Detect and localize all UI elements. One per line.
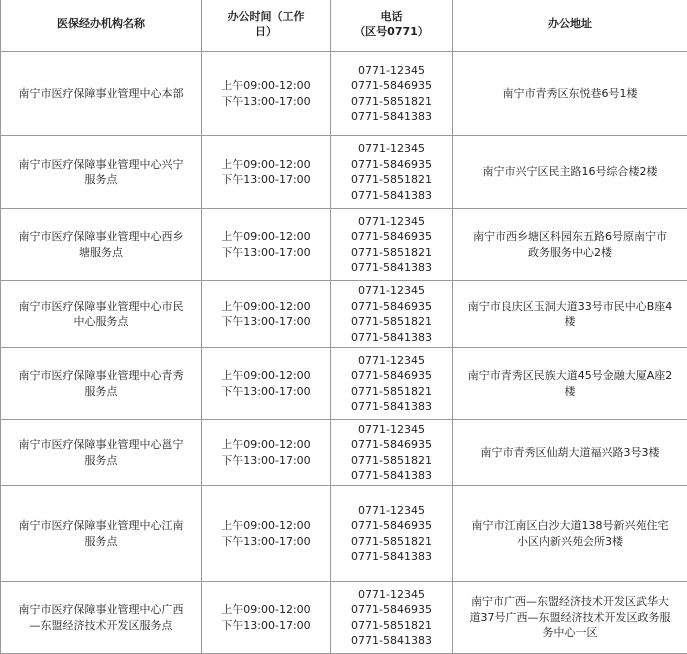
cell-line: 南宁市医疗保障事业管理中心江南 [3,518,199,534]
cell-line: 上午09:00-12:00 [204,78,328,94]
table-row [1,486,687,582]
phone-cell [331,348,453,420]
cell-line: 0771-5846935 [333,602,450,618]
table-body [1,52,687,654]
cell-line: 上午09:00-12:00 [204,299,328,315]
cell-line: 0771-12345 [333,503,450,519]
cell-line: 南宁市医疗保障事业管理中心市民 [3,299,199,315]
table-row [1,209,687,281]
cell-line: 南宁市广西—东盟经济技术开发区武华大 [455,594,685,610]
address-cell [453,209,687,281]
cell-line: 0771-5851821 [333,314,450,330]
cell-line: 下午13:00-17:00 [204,618,328,634]
address-cell [453,420,687,486]
cell-line: 0771-12345 [333,353,450,369]
cell-line: 0771-5851821 [333,94,450,110]
office-hours-cell [202,420,331,486]
cell-line: 南宁市医疗保障事业管理中心本部 [3,86,199,102]
cell-line: 南宁市青秀区仙葫大道福兴路3号3楼 [455,445,685,461]
cell-line: 0771-12345 [333,283,450,299]
table-row [1,52,687,136]
cell-line: 南宁市医疗保障事业管理中心青秀 [3,368,199,384]
cell-line: 服务点 [3,453,199,469]
cell-line: 0771-5851821 [333,172,450,188]
cell-line: 塘服务点 [3,245,199,261]
header-phone [331,0,453,52]
agency-name-cell [1,486,202,582]
cell-line: 0771-12345 [333,587,450,603]
agency-name-cell [1,52,202,136]
cell-line: —东盟经济技术开发区服务点 [3,618,199,634]
header-address [453,0,687,52]
table-row [1,136,687,209]
cell-line: 0771-5851821 [333,245,450,261]
table-row [1,582,687,654]
cell-line: 0771-12345 [333,214,450,230]
office-hours-cell [202,136,331,209]
cell-line: 上午09:00-12:00 [204,518,328,534]
cell-line: 0771-12345 [333,63,450,79]
phone-cell [331,209,453,281]
address-cell [453,281,687,348]
cell-line: 南宁市医疗保障事业管理中心邕宁 [3,437,199,453]
cell-line: 南宁市医疗保障事业管理中心广西 [3,602,199,618]
cell-line: 南宁市西乡塘区科园东五路6号原南宁市 [455,229,685,245]
header-agency-name [1,0,202,52]
cell-line: 中心服务点 [3,314,199,330]
header-office-hours [202,0,331,52]
office-hours-cell [202,348,331,420]
cell-line: 服务点 [3,534,199,550]
cell-line: 下午13:00-17:00 [204,384,328,400]
cell-line: 0771-5851821 [333,618,450,634]
cell-line: 上午09:00-12:00 [204,602,328,618]
cell-line: 0771-5846935 [333,368,450,384]
cell-line: 0771-5841383 [333,260,450,276]
cell-line: 服务点 [3,384,199,400]
cell-line: 楼 [455,384,685,400]
phone-cell [331,52,453,136]
office-hours-cell [202,281,331,348]
phone-cell [331,420,453,486]
cell-line: 政务服务中心2楼 [455,245,685,261]
cell-line: 0771-5846935 [333,437,450,453]
cell-line: 南宁市医疗保障事业管理中心兴宁 [3,157,199,173]
cell-line: 南宁市青秀区东悦巷6号1楼 [455,86,685,102]
office-hours-cell [202,209,331,281]
cell-line: 0771-5841383 [333,468,450,484]
table-row [1,348,687,420]
cell-line: 办公地址 [455,16,685,32]
agency-name-cell [1,348,202,420]
cell-line: 0771-5841383 [333,109,450,125]
agency-name-cell [1,420,202,486]
cell-line: 办公时间（工作 [204,9,328,25]
cell-line: 下午13:00-17:00 [204,94,328,110]
office-hours-cell [202,582,331,654]
agency-name-cell [1,136,202,209]
cell-line: 上午09:00-12:00 [204,437,328,453]
address-cell [453,52,687,136]
cell-line: 下午13:00-17:00 [204,245,328,261]
cell-line: （区号0771） [333,24,450,40]
cell-line: 0771-5846935 [333,299,450,315]
cell-line: 0771-12345 [333,422,450,438]
cell-line: 南宁市青秀区民族大道45号金融大厦A座2 [455,368,685,384]
cell-line: 0771-5841383 [333,399,450,415]
cell-line: 上午09:00-12:00 [204,157,328,173]
cell-line: 0771-5851821 [333,384,450,400]
cell-line: 道37号广西—东盟经济技术开发区政务服 [455,610,685,626]
agency-name-cell [1,281,202,348]
cell-line: 下午13:00-17:00 [204,534,328,550]
cell-line: 务中心一区 [455,625,685,641]
cell-line: 小区内新兴苑会所3楼 [455,534,685,550]
table-row [1,420,687,486]
cell-line: 0771-5841383 [333,549,450,565]
phone-cell [331,136,453,209]
cell-line: 日） [204,24,328,40]
cell-line: 下午13:00-17:00 [204,314,328,330]
cell-line: 医保经办机构名称 [3,16,199,32]
cell-line: 0771-5846935 [333,157,450,173]
cell-line: 0771-5846935 [333,229,450,245]
cell-line: 南宁市良庆区玉洞大道33号市民中心B座4 [455,299,685,315]
cell-line: 电话 [333,9,450,25]
agency-name-cell [1,582,202,654]
address-cell [453,348,687,420]
cell-line: 南宁市兴宁区民主路16号综合楼2楼 [455,164,685,180]
cell-line: 0771-5841383 [333,633,450,649]
cell-line: 南宁市医疗保障事业管理中心西乡 [3,229,199,245]
cell-line: 下午13:00-17:00 [204,172,328,188]
phone-cell [331,582,453,654]
table-header-row [1,0,687,52]
cell-line: 0771-5846935 [333,518,450,534]
address-cell [453,582,687,654]
cell-line: 服务点 [3,172,199,188]
office-hours-cell [202,52,331,136]
phone-cell [331,281,453,348]
office-hours-cell [202,486,331,582]
phone-cell [331,486,453,582]
cell-line: 0771-5851821 [333,534,450,550]
cell-line: 0771-12345 [333,141,450,157]
cell-line: 楼 [455,314,685,330]
cell-line: 下午13:00-17:00 [204,453,328,469]
cell-line: 0771-5841383 [333,330,450,346]
address-cell [453,486,687,582]
cell-line: 0771-5851821 [333,453,450,469]
table-row [1,281,687,348]
cell-line: 南宁市江南区白沙大道138号新兴苑住宅 [455,518,685,534]
cell-line: 0771-5841383 [333,188,450,204]
cell-line: 上午09:00-12:00 [204,368,328,384]
cell-line: 0771-5846935 [333,78,450,94]
address-cell [453,136,687,209]
cell-line: 上午09:00-12:00 [204,229,328,245]
agency-name-cell [1,209,202,281]
